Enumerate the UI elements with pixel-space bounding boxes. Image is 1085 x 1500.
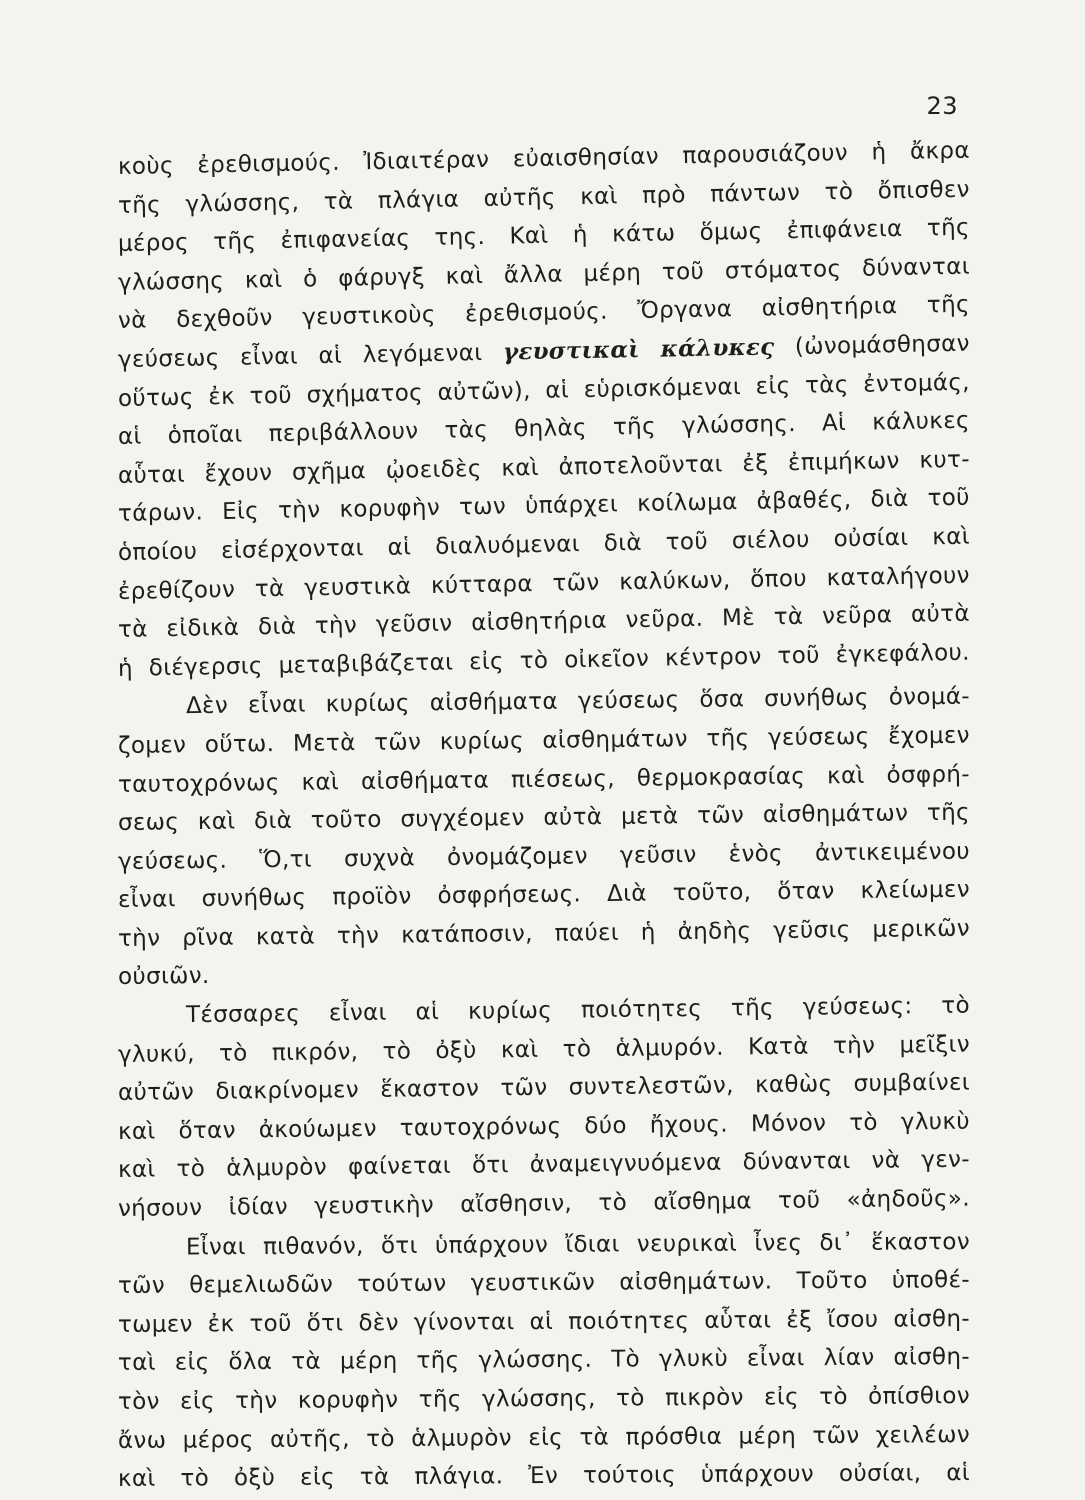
text-run: καὶ ὅταν ἀκούωμεν ταυτοχρόνως δύο ἤχους. Μόνον τὸ γλυκὺ [117,1108,971,1145]
text-run: μέρος τῆς ἐπιφανείας της. Καὶ ἡ κάτω ὅμως ἐπιφάνεια τῆς [117,214,971,258]
text-run: ἄνω μέρος αὐτῆς, τὸ ἁλμυρὸν εἰς τὰ πρόσθια μέρη τῶν χειλέων [117,1421,971,1454]
text-run: γεύσεως. Ὅ,τι συχνὰ ὀνομάζομεν γεῦσιν ἑνὸς ἀντικειμένου [117,838,971,875]
text-run: αὐτῶν διακρίνομεν ἕκαστον τῶν συντελεστῶν, καθὼς συμβαίνει [117,1069,971,1107]
text-run: τάρων. Εἰς τὴν κορυφὴν των ὑπάρχει κοίλωμα ἀβαθές, διὰ τοῦ [117,484,971,528]
page-number: 23 [926,92,958,120]
text-run: νήσουν ἰδίαν γευστικὴν αἴσθησιν, τὸ αἴσθημα τοῦ «ἀηδοῦς». [117,1185,971,1223]
text-run: καὶ τὸ ὀξὺ εἰς τὰ πλάγια. Ἐν τούτοις ὑπάρχουν οὐσίαι, αἱ [117,1460,971,1493]
text-run: ἐρεθίζουν τὰ γευστικὰ κύτταρα τῶν καλύκων, ὅπου καταλήγουν [117,562,971,605]
text-run: τῶν θεμελιωδῶν τούτων γευστικῶν αἰσθημάτων. Τοῦτο ὑποθέ- [117,1267,971,1300]
text-run: νὰ δεχθοῦν γευστικοὺς ἐρεθισμούς. Ὄργανα αἰσθητήρια τῆς [117,292,971,335]
text-run: γλώσσης καὶ ὁ φάρυγξ καὶ ἄλλα μέρη τοῦ στόματος δύνανται [117,253,971,296]
text-run: καὶ τὸ ἁλμυρὸν φαίνεται ὅτι ἀναμειγνυόμενα δύνανται νὰ γεν- [117,1147,971,1184]
text-run: οὕτως ἐκ τοῦ σχήματος αὐτῶν), αἱ εὑρισκόμεναι εἰς τὰς ἐντομάς, [117,369,971,412]
text-line [118,1223,970,1268]
text-run: οὐσιῶν. [117,963,210,991]
text-line [118,1377,970,1422]
text-run: αἱ ὁποῖαι περιβάλλουν τὰς θηλὰς τῆς γλώσσης. Αἱ κάλυκες [117,407,971,451]
text-run: ὁποίου εἰσέρχονται αἱ διαλυόμεναι διὰ τοῦ σιέλου οὐσίαι καὶ [117,523,971,566]
text-line [118,1454,970,1499]
text-run: αὗται ἔχουν σχῆμα ᾠοειδὲς καὶ ἀποτελοῦνται ἐξ ἐπιμήκων κυτ- [117,446,971,489]
text-run: (ὠνομάσθησαν [774,330,971,361]
text-run: Δὲν εἶναι κυρίως αἰσθήματα γεύσεως ὅσα συνήθως ὀνομά- [185,683,971,720]
text-run: τὰ εἰδικὰ διὰ τὴν γεῦσιν αἰσθητήρια νεῦρα. Μὲ τὰ νεῦρα αὐτὰ [117,600,971,644]
text-run: Εἶναι πιθανόν, ὅτι ὑπάρχουν ἴδιαι νευρικαὶ ἶνες δι᾿ ἕκαστον [185,1228,971,1261]
text-line [118,1300,970,1345]
text-run: ζομεν οὕτω. Μετὰ τῶν κυρίως αἰσθημάτων τῆς γεύσεως ἔχομεν [117,722,971,759]
text-run: ταὶ εἰς ὅλα τὰ μέρη τῆς γλώσσης. Τὸ γλυκὺ εἶναι λίαν αἰσθη- [117,1344,971,1377]
text-line [118,1261,970,1306]
text-run: εἶναι συνήθως προϊὸν ὀσφρήσεως. Διὰ τοῦτο, ὅταν κλείωμεν [117,876,971,914]
text-run: γλυκύ, τὸ πικρόν, τὸ ὀξὺ καὶ τὸ ἁλμυρόν. Κατὰ τὴν μεῖξιν [117,1031,971,1068]
text-run: κοὺς ἐρεθισμούς. Ἰδιαιτέραν εὐαισθησίαν παρουσιάζουν ἡ ἄκρα [117,137,971,180]
emphasized-term: γευστικαὶ κάλυκες [502,333,775,366]
text-run: τὸν εἰς τὴν κορυφὴν τῆς γλώσσης, τὸ πικρὸν εἰς τὸ ὀπίσθιον [117,1383,971,1415]
body-text [117,137,971,1499]
text-run: γεύσεως εἶναι αἱ λεγόμεναι [117,339,504,373]
text-line [118,1416,970,1461]
text-run: τὴν ρῖνα κατὰ τὴν κατάποσιν, παύει ἡ ἀηδὴς γεῦσις μερικῶν [117,915,971,952]
text-run: ταυτοχρόνως καὶ αἰσθήματα πιέσεως, θερμοκρασίας καὶ ὀσφρή- [117,761,971,798]
text-run: σεως καὶ διὰ τοῦτο συγχέομεν αὐτὰ μετὰ τῶν αἰσθημάτων τῆς [117,799,971,837]
text-run: Τέσσαρες εἶναι αἱ κυρίως ποιότητες τῆς γεύσεως: τὸ [185,992,971,1029]
text-run: τωμεν ἐκ τοῦ ὅτι δὲν γίνονται αἱ ποιότητες αὗται ἐξ ἴσου αἰσθη- [117,1305,971,1338]
text-run: τῆς γλώσσης, τὰ πλάγια αὐτῆς καὶ πρὸ πάντων τὸ ὄπισθεν [117,176,971,219]
text-run: ἡ διέγερσις μεταβιβάζεται εἰς τὸ οἰκεῖον κέντρον τοῦ ἐγκεφάλου. [117,639,971,682]
text-line [118,1338,970,1383]
